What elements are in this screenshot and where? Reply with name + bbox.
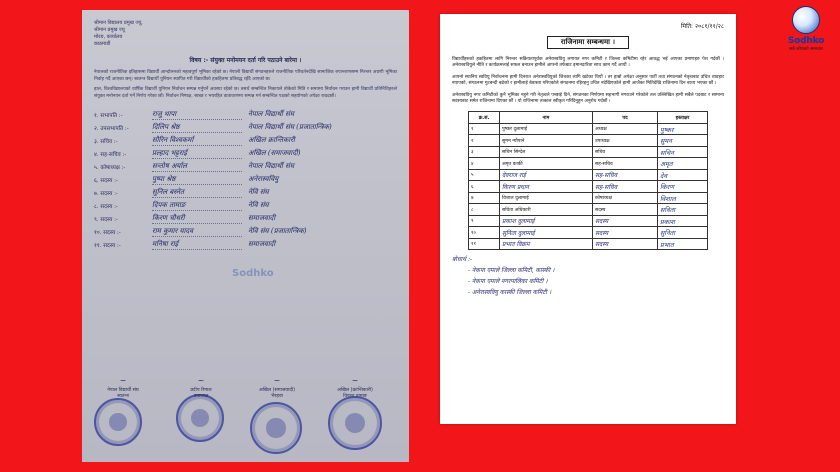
table-row (469, 146, 708, 158)
signatory-role: ३. सचिव :- (94, 138, 118, 145)
cell-name: सुमन न्यौपाने (500, 135, 593, 147)
signatory-organization: समाजवादी (248, 214, 276, 223)
signatory-name: सन्तोष अर्याल (152, 162, 242, 172)
letter-footer-signatures (82, 372, 409, 454)
table-row (469, 123, 708, 135)
round-stamp-seal (250, 402, 302, 454)
column-header: हस्ताक्षर (658, 112, 708, 124)
cell-name: किरण प्रधान (500, 181, 593, 193)
letter-title: राजिनामा सम्बन्धमा । (547, 36, 629, 49)
column-header: नाम (500, 112, 593, 124)
column-header: क्र.सं. (469, 112, 500, 124)
signatory-role: ५. कोषाध्यक्ष :- (94, 164, 126, 171)
table-row (469, 135, 708, 147)
copy-to-line: - नेकपा एमाले नगरपालिका कमिटी । (468, 278, 548, 286)
copy-to-line: - अनेरास्ववियु कास्की जिल्ला कमिटी । (468, 289, 552, 297)
signatory-name: पुष्पा श्रेष्ठ (152, 175, 242, 185)
signatory-role: ९. सदस्य :- (94, 216, 118, 223)
cell-serial: ६ (469, 181, 500, 193)
signatory-role: ४. सह-सचिव :- (94, 151, 127, 158)
letter-date: मिति: २०८१/११/२८ (680, 23, 724, 30)
signature-scrawl: ~ (351, 376, 359, 385)
table-row (469, 238, 708, 250)
footer-signer (88, 376, 158, 400)
cell-name: प्रकाश दुलामाई (500, 215, 593, 227)
signatory-organization: नेपाल विद्यार्थी संघ (248, 162, 294, 171)
signatory-name: किरण चौधरी (152, 214, 242, 224)
cell-name: विशाल दुलामाई (500, 192, 593, 204)
signatory-organization: अखिल (समाजवादी) (248, 149, 301, 158)
cell-position: कोषाध्यक्ष (593, 192, 658, 204)
table-row (469, 169, 708, 181)
cell-serial: ७ (469, 192, 500, 204)
table-row (469, 192, 708, 204)
signatory-list (94, 108, 397, 251)
cell-position: सदस्य (593, 204, 658, 216)
cell-signature: किरण (658, 181, 708, 193)
footer-signer-name: अखिल (समाजवादी) (259, 388, 295, 393)
logo-watermark: Sodhko (232, 268, 274, 279)
letter-paragraph: हाल, विश्वविद्यालयको वार्षिक विद्यार्थी युनियन निर्वाचन सम्पन्न गर्नुपर्ने अवस्था रहेको छ। तसर्थ सम्बन्धित निकायले तोकेको मिति र समयमा निर्वाचन गराउन हामी विद्यार्थी प्रतिनिधिहरुले संयुक्त मनोनयन दर्ता गर्ने निर्णय गरेका छौं। निर्वाचन निष्पक्ष, स्वच्छ र भयरहित वातावरणमा सम्पन्न गर्न सम्बन्धित पक्षको सहयोगको अपेक्षा राख्दछौं। (94, 87, 397, 99)
signatory-row (94, 212, 397, 225)
signatory-organization: नेपाल विद्यार्थी संघ (248, 110, 294, 119)
signatory-row (94, 173, 397, 186)
signatory-name: राजु थापा (152, 110, 242, 120)
signatory-role: १. सभापति :- (94, 112, 123, 119)
signatory-name: दिलिप श्रेष्ठ (152, 123, 242, 133)
signatory-name: प्रल्हाद भट्टराई (152, 149, 242, 159)
cell-signature: प्रभात (658, 238, 708, 250)
resignation-letter (440, 14, 736, 424)
cell-position: अध्यक्ष (593, 123, 658, 135)
letter-paragraph: आफ्नाे स्थानिय स्ववियु निर्वाचनमा हामी दिनरात अनेरास्ववियुको जितका लागि खटेका थियौं । तर हाम्रो अपेक्षा अनुसार पार्टी तथा संगठनको नेतृत्वबाट उचित व्यवहार नपाएको, संगठनमा गुटबन्दी बढेको र हामीलाई बेवास्ता गरिएकोले संगठनमा रहिरहनु उचित नदेखिएकोले हामी आजैका मितिदेखि राजिनामा दिन बाध्य भएका छौं । (452, 74, 724, 87)
cell-name: पुष्कर दुलामाई (500, 123, 593, 135)
footer-signer-place: स्वतन्त्र (117, 394, 129, 399)
signatory-organization: नेपाल विद्यार्थी संघ (प्रजातान्त्रिक) (248, 123, 332, 132)
cell-position: सह-सचिव (593, 158, 658, 170)
signature-scrawl: ~ (197, 376, 205, 385)
table-row (469, 181, 708, 193)
globe-icon (792, 6, 820, 34)
cell-serial: ४ (469, 158, 500, 170)
addressee-line: श्रीमान प्रमुख ज्यू (94, 27, 125, 33)
cell-position: सचिव (593, 146, 658, 158)
round-stamp-seal (328, 396, 382, 450)
footer-signer-name: प्रदीप रिमाल (190, 388, 212, 393)
signatory-row (94, 134, 397, 147)
table-row (469, 227, 708, 239)
cell-signature: सचिन (658, 146, 708, 158)
signatory-name: राम कुमार यादव (152, 227, 242, 237)
signatory-row (94, 121, 397, 134)
cell-serial: १० (469, 227, 500, 239)
letter-paragraph: नेपालको राजनीतिक इतिहासमा विद्यार्थी आन्दोलनको महत्वपूर्ण भूमिका रहेको छ। नेपाली विद्यार्थी संगठनहरुले राजनीतिक परिवर्तनदेखि सामाजिक रुपान्तरणसम्म निरन्तर अग्रणी भूमिका निर्वाह गर्दै आएका छन्। स्वतन्त्र विद्यार्थी युनियन स्थापित गरी विद्यार्थीको हकहितमा प्रतिबद्ध रहँदै आएको छ। (94, 70, 397, 82)
signatory-row (94, 147, 397, 160)
blue-stamp-seal (176, 394, 224, 442)
table-header-row (469, 112, 708, 124)
cell-signature: सुमन (658, 135, 708, 147)
footer-signer (320, 376, 390, 400)
signatory-table (468, 111, 708, 250)
cell-signature: सुनिता (658, 227, 708, 239)
site-logo[interactable] (778, 6, 834, 58)
scanned-letter (82, 10, 409, 462)
copy-to-section (452, 255, 724, 296)
signatory-role: ८. सदस्य :- (94, 203, 118, 210)
signatory-name: दिपक तामाङ (152, 201, 242, 211)
signatory-organization: समाजवादी (248, 240, 276, 249)
cell-serial: ३ (469, 146, 500, 158)
cell-position: सदस्य (593, 215, 658, 227)
cell-name: देवराज राई (500, 169, 593, 181)
cell-position: सदस्य (593, 238, 658, 250)
signatory-row (94, 238, 397, 251)
signatory-role: ७. सदस्य :- (94, 190, 118, 197)
footer-signer-name: अखिल (क्रान्तिकारी) (337, 388, 373, 393)
addressee-line: श्रीमान विद्यालय प्रमुख ज्यू, (94, 20, 143, 26)
table-row (469, 204, 708, 216)
cell-signature: पुष्कर (658, 123, 708, 135)
letter-paragraph: अनेरास्ववियु नगर कमिटीको कुनै भूमिका नहुने गरी नेतृत्वले पन्छाई दिने, संगठनका निर्णयमा सहभागी नगराउने गरेकोले तल उल्लिखित हामी सबैले पदबाट र सामान्य सदस्यबाट समेत राजिनामा दिएका छौं । यो राजिनामा तत्काल स्वीकृत गरिदिनुहुन अनुरोध गर्दछौं । (452, 92, 724, 105)
signatory-row (94, 108, 397, 121)
signatory-row (94, 186, 397, 199)
cell-position: सह-सचिव (593, 169, 658, 181)
copy-to-line: - नेकपा एमाले जिल्ला कमिटी, कास्की । (468, 267, 555, 275)
cell-serial: ८ (469, 204, 500, 216)
signatory-organization: अखिल क्रान्तिकारी (248, 136, 295, 145)
signature-scrawl: ~ (273, 376, 281, 385)
cell-serial: १ (469, 123, 500, 135)
footer-signer-place: भैरहवा (271, 394, 283, 399)
cell-name: सविता अधिकारी (500, 204, 593, 216)
footer-signer-place: विवाश तामाङ (343, 394, 367, 399)
cell-name: अमृत कार्की (500, 158, 593, 170)
cell-signature: विशाल (658, 192, 708, 204)
copy-to-heading: बोधार्थ :- (452, 256, 473, 264)
signatory-organization: अनेरास्ववियु (248, 175, 279, 184)
signatory-row (94, 225, 397, 238)
signatory-name: सुनिल बस्नेत (152, 188, 242, 198)
cell-serial: ९ (469, 215, 500, 227)
addressee-line: मोरङ, कार्यालय (94, 34, 123, 40)
cell-serial: २ (469, 135, 500, 147)
cell-position: उपाध्यक्ष (593, 135, 658, 147)
table-row (469, 158, 708, 170)
signatory-name: मनिषा राई (152, 240, 242, 250)
addressee-line: काठमाडौं (94, 41, 111, 47)
signatory-organization: नेवि संघ (248, 188, 269, 197)
letter-paragraph: विद्यार्थीहरुको हकहितमा लागि निरन्तर सक्रियतापूर्वक अनेरास्ववियु लगायत नगर कमिटी र जिल्ला कमिटीमा रहेर आवद्ध भई आएका प्रमाणहरु पेश गर्दछौं । अनेरास्ववियुले नीति र कार्यक्रमलाई सफल बनाउन हामीले आफ्नो तर्फबाट इमानदारिता साथ काम गर्दै आयौं । (452, 57, 724, 69)
signatory-row (94, 199, 397, 212)
cell-position: सह-सचिव (593, 181, 658, 193)
signatory-name: सौरिन विश्वकर्मा (152, 136, 242, 146)
signatory-organization: नेवि संघ (प्रजातान्त्रिक) (248, 227, 307, 236)
cell-signature: सविता (658, 204, 708, 216)
signatory-role: २. उपसभापति :- (94, 125, 129, 132)
signature-scrawl: ~ (119, 376, 127, 385)
signatory-role: ६. सदस्य :- (94, 177, 118, 184)
signatory-row (94, 160, 397, 173)
signatory-role: ११. सदस्य :- (94, 242, 121, 249)
footer-signer-name: नेपाल विद्यार्थी संघ (107, 388, 139, 393)
letter-addressee (94, 20, 214, 48)
cell-position: सदस्य (593, 227, 658, 239)
column-header: पद (593, 112, 658, 124)
footer-signer (242, 376, 312, 400)
red-stamp-seal (94, 398, 142, 446)
logo-tagline: सबै कोणको समाचार (789, 47, 823, 52)
letter-subject: विषय :- संयुक्त मनोमयन दर्ता गरि पठाउने बारेमा । (189, 57, 302, 64)
cell-name: सचिन सिग्देल (500, 146, 593, 158)
cell-signature: देव (658, 169, 708, 181)
cell-serial: ५ (469, 169, 500, 181)
logo-name: Sodhko (787, 36, 825, 46)
table-row (469, 215, 708, 227)
signatory-role: १०. सदस्य :- (94, 229, 121, 236)
cell-signature: अमृत (658, 158, 708, 170)
cell-name: प्रभात विक्रम (500, 238, 593, 250)
cell-signature: प्रकाश (658, 215, 708, 227)
signatory-organization: नेवि संघ (248, 201, 269, 210)
footer-signer-place: उपाध्यक्ष (193, 394, 209, 399)
cell-serial: ११ (469, 238, 500, 250)
cell-name: सुनिता दुलामाई (500, 227, 593, 239)
footer-signer (166, 376, 236, 400)
